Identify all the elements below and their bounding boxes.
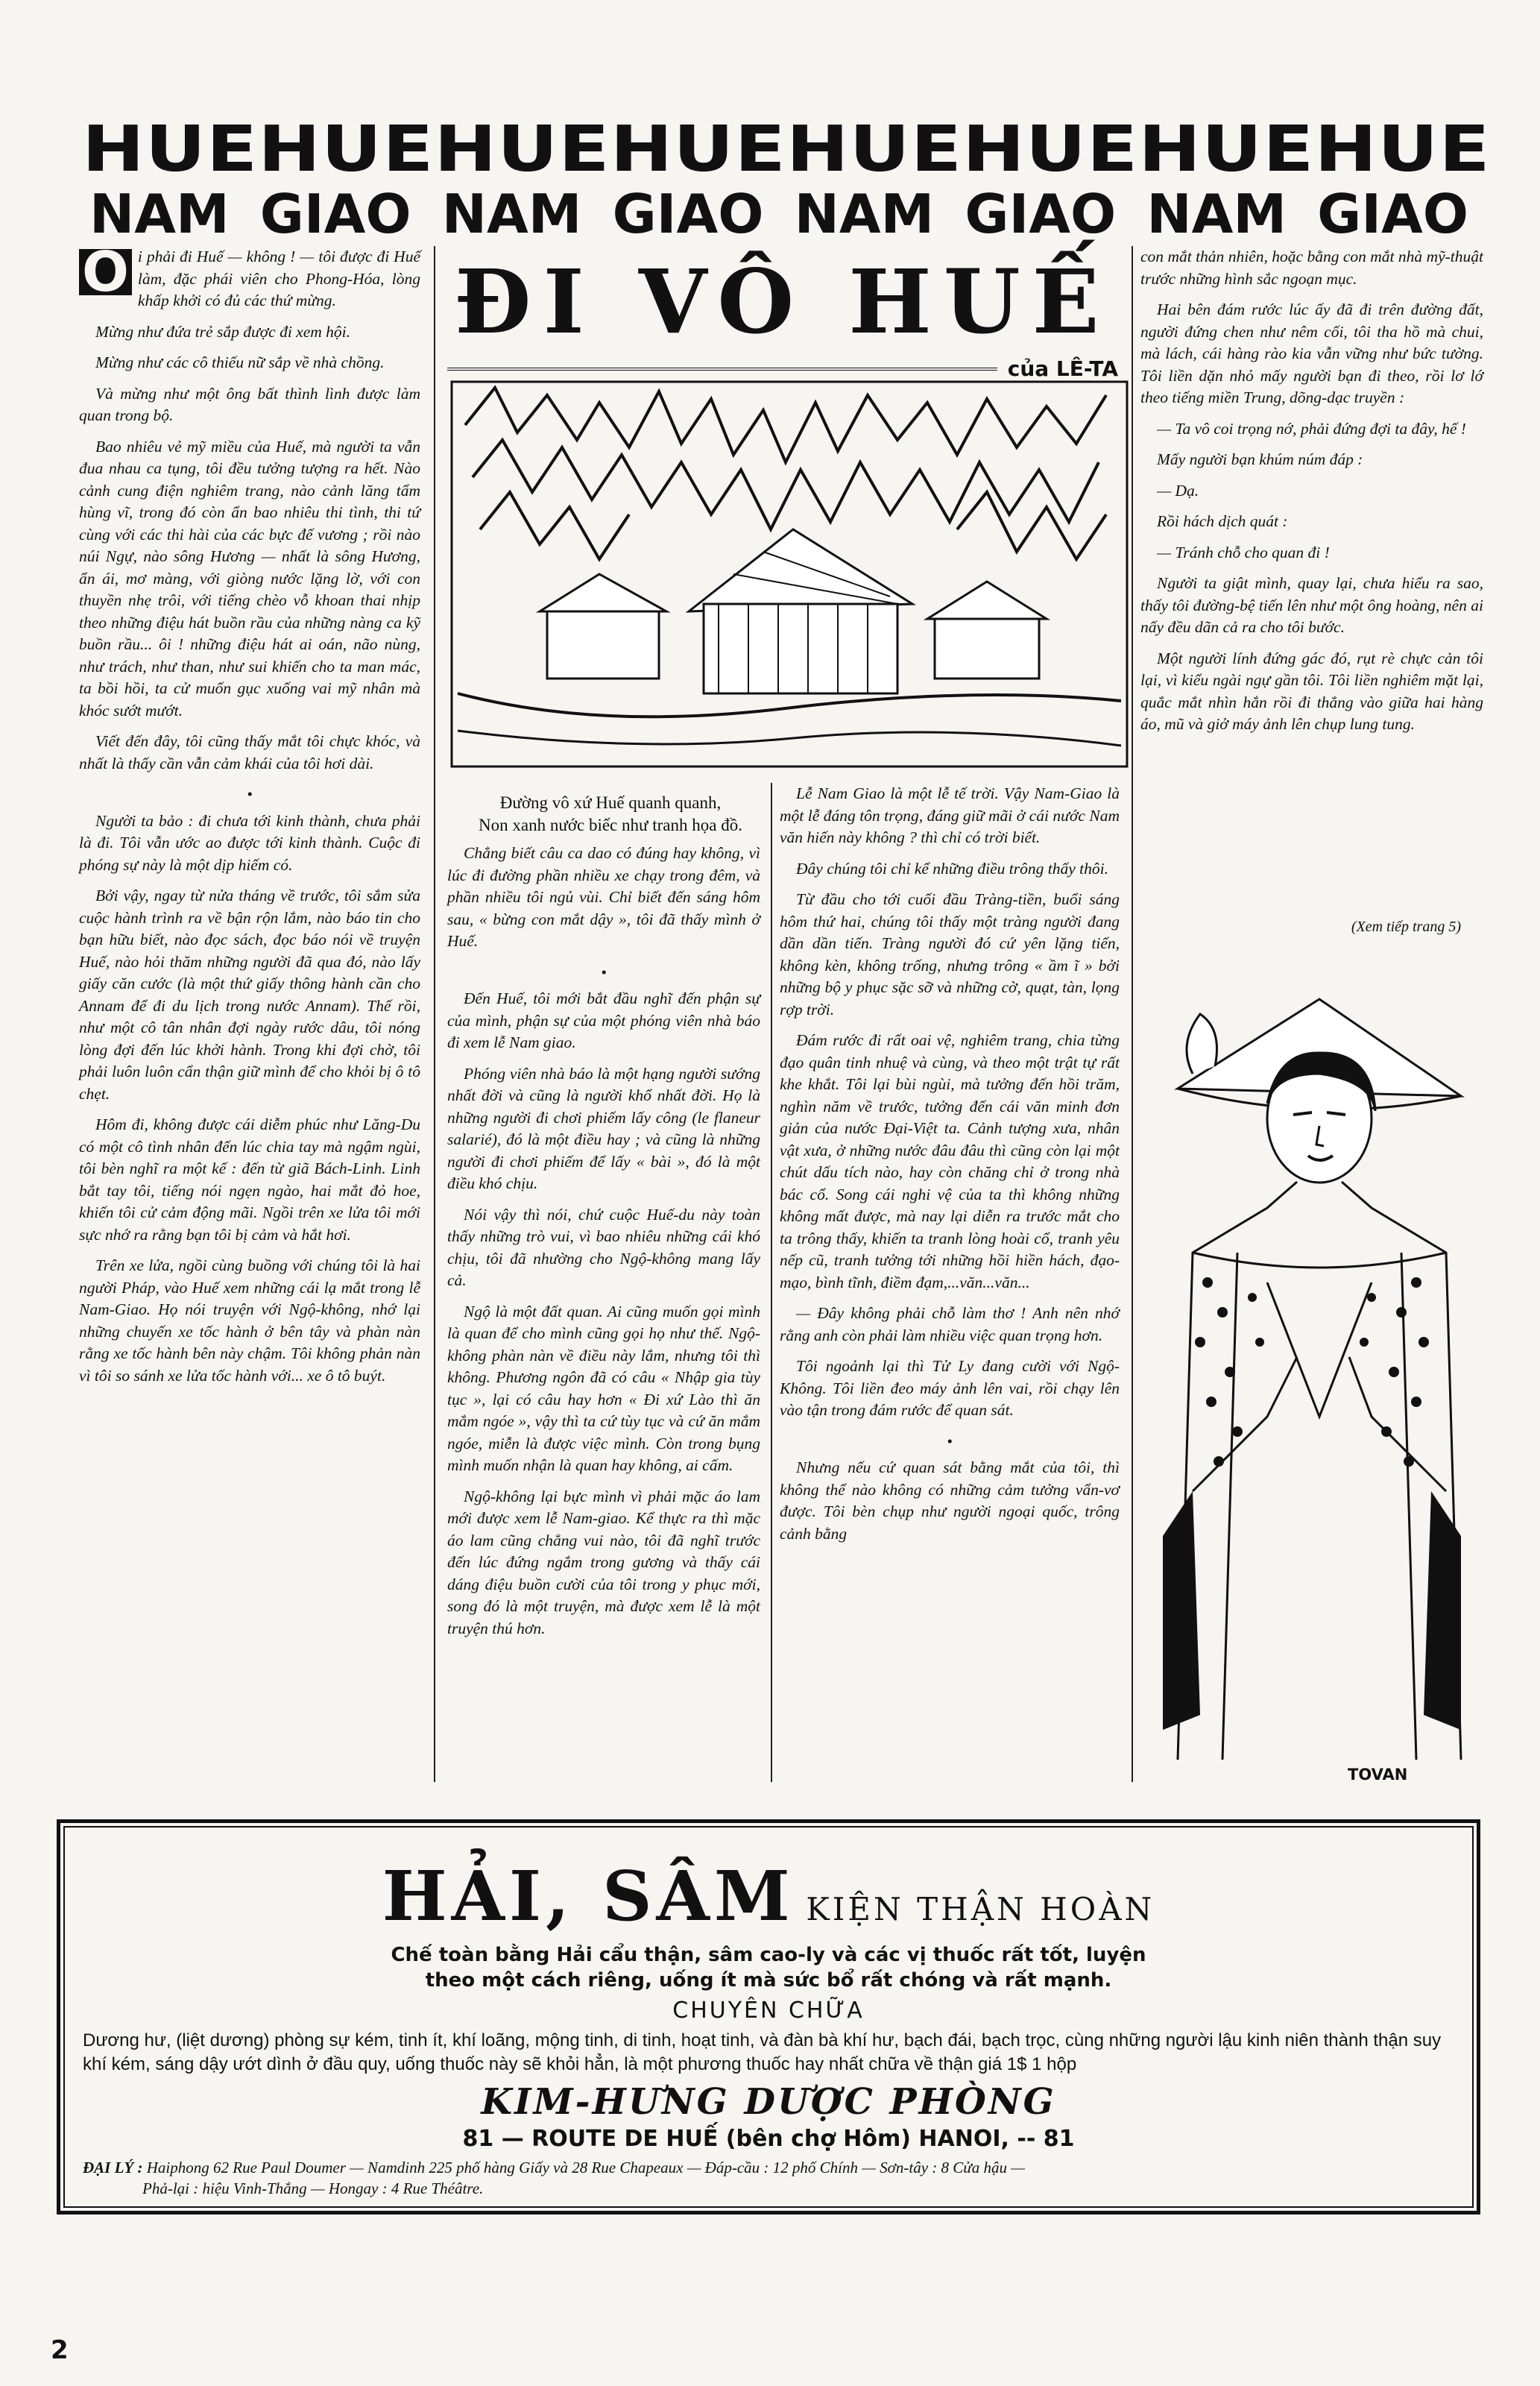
paragraph: — Đây không phải chỗ làm thơ ! Anh nên nhớ rằng anh còn phải làm nhiều việc quan trọng hơn. bbox=[780, 1304, 1120, 1344]
continued-note: (Xem tiếp trang 5) bbox=[1351, 919, 1461, 935]
caption-line: Đường vô xứ Huế quanh quanh, bbox=[499, 793, 722, 812]
drop-cap: Ồ bbox=[79, 249, 132, 295]
paragraph: Trên xe lửa, ngồi cùng buồng với chúng tôi là hai người Pháp, vào Huế xem những cái lạ mắt trong lễ Nam-Giao. Họ nói truyện với Ngộ-không, nhớ lại những chuyến xe tốc hành ở bên tây và phàn nàn rằng xe tốc hành bên này chậm. Tôi không phản nàn vì tôi so sánh xe lửa tốc hành với... xe ô tô buýt. bbox=[79, 1256, 420, 1385]
paragraph: — Tránh chỗ cho quan đi ! bbox=[1157, 543, 1330, 561]
illustration-caption bbox=[450, 792, 771, 837]
article-column-3 bbox=[780, 783, 1120, 1554]
paragraph: Đây chúng tôi chỉ kể những điều trông thấy thôi. bbox=[796, 859, 1108, 878]
masthead-namgiao-row bbox=[82, 183, 1476, 245]
ad-specialty-heading: CHUYÊN CHỮA bbox=[672, 1998, 865, 2024]
ad-product-name: KIỆN THẬN HOÀN bbox=[806, 1891, 1155, 1927]
paragraph bbox=[79, 240, 420, 312]
paragraph-text: i phải đi Huế — không ! — tôi được đi Huế làm, đặc phái viên cho Phong-Hóa, lòng khấp khởi có đủ các thứ mừng. bbox=[137, 248, 420, 309]
masthead-word: HUE bbox=[962, 112, 1139, 186]
page-number: 2 bbox=[51, 2335, 69, 2365]
column-divider bbox=[1132, 246, 1133, 1782]
masthead-word: NAM bbox=[441, 183, 582, 245]
column-divider bbox=[771, 783, 772, 1782]
ad-agents-label: ĐẠI LÝ : bbox=[83, 2159, 143, 2176]
paragraph: Hai bên đám rước lúc ấy đã đi trên đường đất, người đứng chen như nêm cối, tôi tha hồ mà chui, mà lách, cái hàng rào kia vẫn vững như bức tường. Tôi liền dặn nhỏ mấy người bạn đi theo, rồi lơ lớ theo tiếng miền Trung, dõng-dạc truyền : bbox=[1140, 300, 1483, 406]
paragraph: Đến Huế, tôi mới bắt đầu nghĩ đến phận sự của mình, phận sự của một phóng viên nhà báo đi xem lễ Nam giao. bbox=[447, 989, 760, 1051]
paragraph: Hôm đi, không được cái diễm phúc như Lăng-Du có một cô tình nhân đến lúc chia tay mà ngậm ngùi, tôi bèn nghĩ ra một kế : đến từ giã Bách-Linh. Linh bắt tay tôi, tiếng nói ngẹn ngào, hai mắt đỏ hoe, khiến tôi cử cảm động mãi. Ngồi trên xe lửa tôi mới sực nhớ ra rằng bạn tôi bị cảm và hắt hơi. bbox=[79, 1115, 420, 1244]
paragraph: Lễ Nam Giao là một lễ tế trời. Vậy Nam-Giao là một lễ đáng tôn trọng, đáng giữ mãi ở cái nước Nam văn hiến này không ? thì chỉ có trời biết. bbox=[780, 784, 1120, 846]
masthead-word: NAM bbox=[89, 183, 230, 245]
section-separator: • bbox=[601, 963, 607, 981]
woman-in-conical-hat-illustration bbox=[1148, 969, 1476, 1775]
masthead-hue-row bbox=[82, 112, 1491, 186]
masthead-word: NAM bbox=[794, 183, 935, 245]
article-column-2 bbox=[447, 843, 760, 1649]
ad-description-line: Chế toàn bằng Hải cẩu thận, sâm cao-ly và các vị thuốc rất tốt, luyện bbox=[391, 1944, 1146, 1966]
paragraph: Đám rước đi rất oai vệ, nghiêm trang, chia từng đạo quân tinh nhuệ và cùng, và theo một trật tự rất khe khắt. Tôi lại bùi ngùi, mà tưởng đến hồi trăm, nghìn năm về trước, tưởng đến cái văn minh đơn giản của nước Đại-Việt ta. Cảnh tượng xưa, nhân vật xưa, ở những nước đâu đâu thì cũng còn lại một chút dấu tích nào, hay còn chăng chỉ ở trong nhà bác cổ. Song cái nghi vệ của ta thì không những không mất được, mà nay lại diễn ra trước mắt cho ta trông thấy, khiến ta tranh lòng hoài cổ, tranh yêu nếp cũ, tranh tưởng tới những hồi hiền hách, đạo-mạo, bình tĩnh, điềm đạm,...văn...văn... bbox=[780, 1031, 1120, 1291]
byline-rule bbox=[447, 368, 997, 371]
paragraph: Chẳng biết câu ca dao có đúng hay không, vì lúc đi đường phần nhiều xe chạy trong đêm, và phần nhiều tôi ngủ vùi. Chỉ biết đến sáng hôm sau, « bừng con mắt dậy », tôi đã thấy mình ở Huế. bbox=[447, 844, 760, 950]
ad-indications: Dương hư, (liệt dương) phòng sự kém, tinh ít, khí loãng, mộng tinh, di tinh, hoạt tinh, và đàn bà khí hư, bạch đái, bạch trọc, cùng những người lậu kinh niên thành thận suy khí kém, sáng dậy ướt dình ở đầu quy, uống thuốc này sẽ khỏi hẳn, là một phương thuốc hay nhất chữa về thận giá 1$ 1 hộp bbox=[83, 2030, 1442, 2074]
paragraph: Ngộ-không lại bực mình vì phải mặc áo lam mới được xem lễ Nam-giao. Kể thực ra thì mặc áo lam cũng chẳng vui nào, tôi đã nghĩ trước đến lúc đứng ngắm trong gương và thấy cái dáng điệu buồn cười của tôi trong y phục mới, song đó là một truyện, mà được xem lễ là một truyện thú hơn. bbox=[447, 1487, 760, 1637]
illustrator-signature: TOVAN bbox=[1348, 1766, 1408, 1784]
paragraph: Phóng viên nhà báo là một hạng người sướng nhất đời và cũng là người khổ nhất đời. Họ là những người đi chơi phiếm lấy công (le flaneur salarié), đó là một điều hay ; và cũng là những người đi chơi phiếm để lấy « bài », đó là một điều khó chịu. bbox=[447, 1064, 760, 1192]
paragraph: Từ đầu cho tới cuối đầu Tràng-tiền, buổi sáng hôm thứ hai, chúng tôi thấy một tràng người đang dần dần tiến. Tràng người đó cứ yên lặng tiến, không kèn, không trống, nhưng trông « ầm ĩ » bởi những bộ y phục sặc sỡ và những cờ, quạt, tàn, lọng rợp trời. bbox=[780, 890, 1120, 1019]
paragraph: Bao nhiêu vẻ mỹ miều của Huế, mà người ta vẫn đua nhau ca tụng, tôi đều tưởng tượng ra hết. Nào cảnh cung điện nghiêm trang, nào cảnh lăng tẩm hùng vĩ, trong đó còn ẩn bao nhiêu thi tình, thi tứ cùng với các thi hài của các bực đế vương ; rồi nào núi Ngự, nào sông Hương — nhất là sông Hương, ẩn ái, mơ màng, với giòng nước lặng lờ, với con thuyền nhẹ trôi, với tiếng chèo vỗ khoan thai nhịp theo những điệu hát buồn rầu của những nàng ca kỹ buồn rầu... ôi ! những điệu hát ai oán, não nùng, như trách, như than, như sui khiến cho ta man mác, ta bồi hồi, ta cử muốn gục xuống vai mỹ nhân mà khóc sướt mướt. bbox=[79, 437, 420, 720]
ad-agents bbox=[60, 2157, 1477, 2199]
ad-brand bbox=[60, 1856, 1477, 1936]
paragraph: Viết đến đây, tôi cũng thấy mắt tôi chực khóc, và nhất là thấy cần vẫn cảm khái của tôi hơi dài. bbox=[79, 732, 420, 772]
ad-pharmacy-name: KIM-HƯNG DƯỢC PHÒNG bbox=[481, 2081, 1056, 2123]
paragraph: Bởi vậy, ngay từ nửa tháng về trước, tôi sắm sửa cuộc hành trình ra về bận rộn lắm, nào báo tin cho bạn hữu biết, nào đọc sách, đọc báo nói về truyện Huế, nào hỏi thăm những người đã qua đó, nào lấy giấy căn cước (là một thứ giấy thông hành cần cho Annam để đi du lịch trong nước Annam). Thế rồi, như một cô tân nhân đợi ngày rước dâu, tôi nóng lòng đợi đến lúc khởi hành. Trong khi đợi chờ, tôi phải luôn luôn cẩn thận giữ mình để cho khỏi bị ô tô chẹt. bbox=[79, 887, 420, 1103]
masthead-word: NAM bbox=[1146, 183, 1287, 245]
masthead-word: GIAO bbox=[259, 183, 411, 245]
paragraph: Người ta bảo : đi chưa tới kinh thành, chưa phải là đi. Tôi vẫn ước ao được tới kinh thành. Cuộc đi phóng sự này là một dịp hiếm có. bbox=[79, 811, 420, 874]
ad-address: 81 — ROUTE DE HUẾ (bên chợ Hôm) HANOI, -- 81 bbox=[462, 2126, 1075, 2152]
paragraph: Ngộ là một đất quan. Ai cũng muốn gọi mình là quan để cho mình cũng gọi họ như thế. Ngộ-không phàn nàn về điều này lắm, nhưng tôi thì không. Phương ngôn đã có câu « Nhập gia tùy tục », lại có câu hay hơn « Đi xứ Lào thì ăn mắm ngóe », vậy thì ta cứ tùy tục và cứ ăn mắm ngóe, miễn là được việc mình. Còn trong bụng mình muốn nhận là quan hay không, ai cấm. bbox=[447, 1302, 760, 1474]
paragraph: — Ta vô coi trọng nớ, phải đứng đợi ta đây, hế ! bbox=[1157, 419, 1466, 438]
paragraph: Nói vậy thì nói, chứ cuộc Huế-du này toàn thấy những trò vui, vì bao nhiêu những cái khó chịu, tôi đã nhường cho Ngộ-không mang lấy cả. bbox=[447, 1205, 760, 1289]
paragraph: Mừng như các cô thiếu nữ sắp về nhà chồng. bbox=[95, 353, 385, 371]
masthead-word: HUE bbox=[610, 112, 786, 186]
article-column-1 bbox=[79, 240, 420, 1396]
paragraph: Nhưng nếu cứ quan sát bằng mắt của tôi, thì không thể nào không có những cảm tưởng vẩn-vơ được. Tôi bèn chụp như người ngoại quốc, trông cảnh bằng bbox=[780, 1458, 1120, 1543]
paragraph: Rồi hách dịch quát : bbox=[1157, 512, 1288, 530]
masthead-word: HUE bbox=[1314, 112, 1491, 186]
advertisement-box bbox=[57, 1819, 1480, 2215]
hue-village-illustration bbox=[450, 380, 1129, 768]
column-divider bbox=[434, 246, 435, 1782]
masthead-word: HUE bbox=[786, 112, 963, 186]
paragraph: con mắt thản nhiên, hoặc bằng con mắt nhà mỹ-thuật trước những hình sắc ngoạn mục. bbox=[1140, 248, 1483, 288]
ad-brand-name: HẢI, SÂM bbox=[382, 1856, 795, 1936]
byline bbox=[447, 356, 1118, 381]
article-column-4 bbox=[1140, 246, 1483, 745]
section-separator: • bbox=[947, 1432, 953, 1450]
masthead-word: GIAO bbox=[612, 183, 764, 245]
masthead-word: GIAO bbox=[965, 183, 1117, 245]
paragraph: Tôi ngoảnh lại thì Tử Ly đang cười với Ngộ-Không. Tôi liền đeo máy ảnh lên vai, rồi chạy lên vào tận trong đám rước để quan sát. bbox=[780, 1357, 1120, 1419]
paragraph: Mừng như đứa trẻ sắp được đi xem hội. bbox=[95, 322, 351, 341]
paragraph: Một người lính đứng gác đó, rụt rè chực cản tôi lại, vì kiểu ngài ngự gần tôi. Tôi liền nghiêm mặt lại, quắc mắt nhìn hắn rồi đi thẳng vào giữa hai hàng áo, mũ và giở máy ảnh lên chụp lung tung. bbox=[1140, 649, 1483, 733]
paragraph: Và mừng như một ông bất thình lình được làm quan trong bộ. bbox=[79, 384, 420, 424]
masthead-word: HUE bbox=[434, 112, 610, 186]
masthead-word: HUE bbox=[1138, 112, 1315, 186]
masthead-word: GIAO bbox=[1317, 183, 1468, 245]
article-title: ĐI VÔ HUẾ bbox=[454, 250, 1111, 353]
masthead-word: HUE bbox=[258, 112, 435, 186]
masthead-word: HUE bbox=[82, 112, 259, 186]
ad-agents-line: Haiphong 62 Rue Paul Doumer — Namdinh 225 phố hàng Giấy và 28 Rue Chapeaux — Đáp-cầu : 12 phố Chính — Sơn-tây : 8 Cửa hậu — bbox=[146, 2159, 1025, 2176]
section-separator: • bbox=[247, 785, 253, 803]
ad-description bbox=[60, 1942, 1477, 1993]
paragraph: — Dạ. bbox=[1157, 481, 1199, 500]
ad-description-line: theo một cách riêng, uống ít mà sức bổ rất chóng và rất mạnh. bbox=[425, 1969, 1112, 1992]
ad-agents-line: Phả-lại : hiệu Vinh-Thắng — Hongay : 4 Rue Théâtre. bbox=[142, 2179, 484, 2197]
caption-line: Non xanh nước biếc như tranh họa đồ. bbox=[479, 816, 742, 834]
paragraph: Người ta giật mình, quay lại, chưa hiểu ra sao, thấy tôi đường-bệ tiến lên như một ông hoàng, nên ai nấy đều dãn cả ra cho tôi bước. bbox=[1140, 574, 1483, 636]
paragraph: Mấy người bạn khúm núm đáp : bbox=[1157, 450, 1363, 468]
author-name: của LÊ-TA bbox=[1007, 356, 1118, 381]
